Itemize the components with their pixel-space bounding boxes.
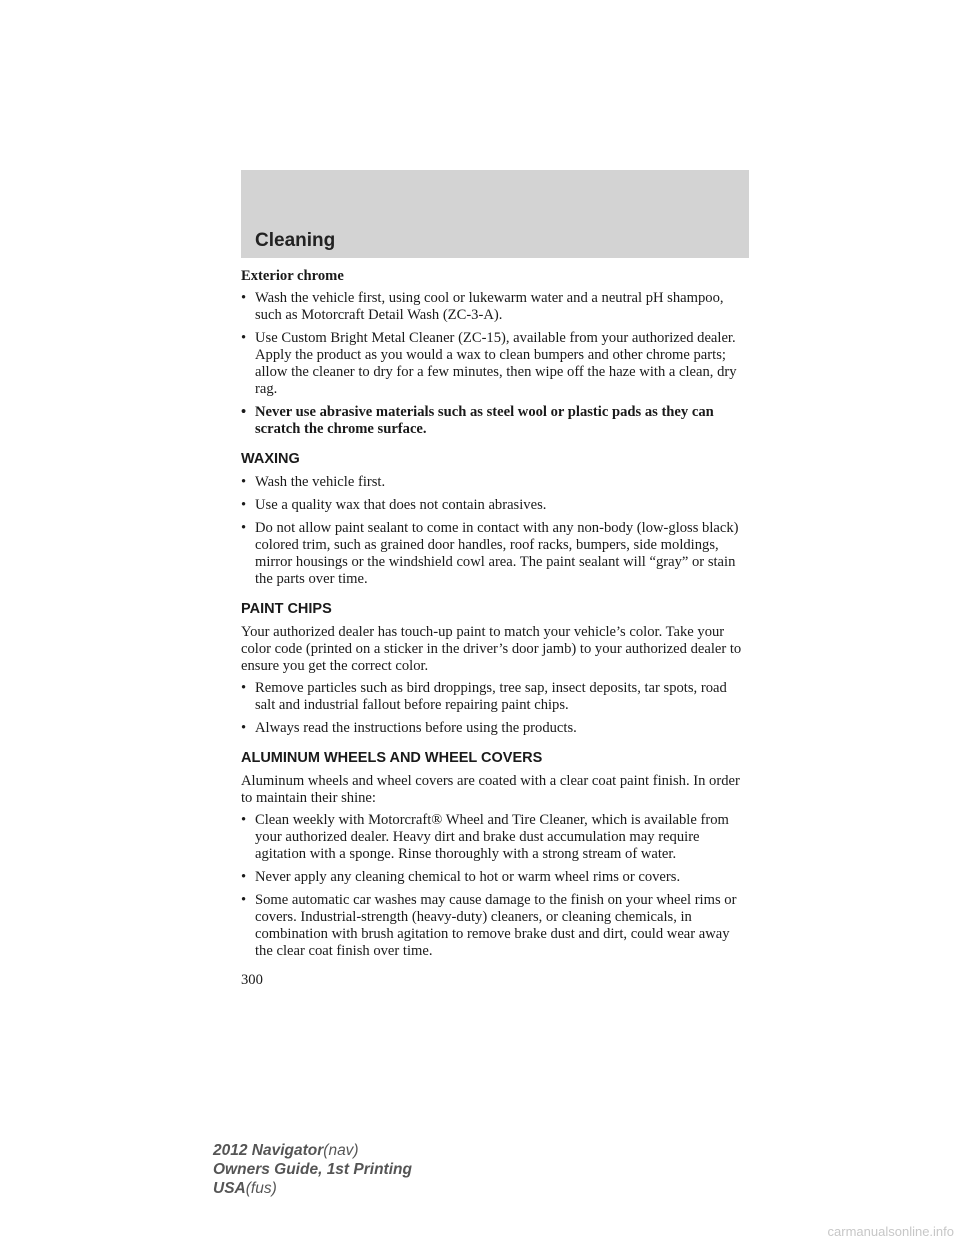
wheels-heading: ALUMINUM WHEELS AND WHEEL COVERS [241,750,543,766]
bullet-icon: • [241,520,247,536]
waxing-list [241,474,749,588]
footer-line-market: USA(fus) [213,1180,277,1197]
bullet-icon: • [241,869,247,885]
bullet-icon: • [241,474,247,490]
wheels-intro: Aluminum wheels and wheel covers are coated with a clear coat paint finish. In order to maintain their shine: [241,773,740,806]
bullet-icon: • [241,404,247,420]
paint-chips-intro: Your authorized dealer has touch-up paint to match your vehicle’s color. Take your color code (printed on a sticker in the driver’s door jamb) to your authorized dealer to ensure you get the correct color. [241,624,742,674]
page-number: 300 [241,972,263,988]
list-item: • Never apply any cleaning chemical to hot or warm wheel rims or covers. [241,869,681,885]
list-item: • Some automatic car washes may cause damage to the finish on your wheel rims or covers. Industrial-strength (heavy-duty) cleaners, or cleaning chemicals, in combination with brush agitation to remove brake dust and dirt, could wear away the clear coat finish over time. [241,892,737,959]
list-item: • Remove particles such as bird droppings, tree sap, insect deposits, tar spots, road salt and industrial fallout before repairing paint chips. [241,680,727,713]
watermark-text: carmanualsonline.info [827,1224,954,1239]
wheels-list [241,812,749,960]
list-item: • Wash the vehicle first, using cool or lukewarm water and a neutral pH shampoo, such as Motorcraft Detail Wash (ZC-3-A). [241,290,724,323]
bullet-icon: • [241,680,247,696]
bullet-icon: • [241,290,247,306]
bullet-icon: • [241,720,247,736]
section-header-band [241,170,749,258]
section-title: Cleaning [255,230,336,251]
list-item: • Wash the vehicle first. [241,474,386,490]
exterior-chrome-list [241,290,749,438]
bullet-icon: • [241,330,247,346]
list-item: • Do not allow paint sealant to come in contact with any non-body (low-gloss black) colored trim, such as grained door handles, roof racks, bumpers, side moldings, mirror housings or the windshield cowl area. The paint sealant will “gray” or stain the parts over time. [241,520,739,587]
paint-chips-heading: PAINT CHIPS [241,601,332,617]
waxing-heading: WAXING [241,451,300,467]
list-item: • Use a quality wax that does not contain abrasives. [241,497,547,513]
bullet-icon: • [241,812,247,828]
footer-line-model: 2012 Navigator(nav) [213,1142,359,1159]
bullet-icon: • [241,892,247,908]
exterior-chrome-heading: Exterior chrome [241,268,344,284]
print-footer [213,1141,412,1198]
list-item-warning: • Never use abrasive materials such as steel wool or plastic pads as they can scratch the chrome surface. [241,404,714,437]
paint-chips-list [241,680,749,737]
footer-line-edition: Owners Guide, 1st Printing [213,1161,412,1178]
list-item: • Use Custom Bright Metal Cleaner (ZC-15), available from your authorized dealer. Apply the product as you would a wax to clean bumpers and other chrome parts; allow the cleaner to dry for a few minutes, then wipe off the haze with a clean, dry rag. [241,330,737,397]
page-content [241,268,749,966]
bullet-icon: • [241,497,247,513]
list-item: • Clean weekly with Motorcraft® Wheel and Tire Cleaner, which is available from your authorized dealer. Heavy dirt and brake dust accumulation may require agitation with a sponge. Rinse thoroughly with a strong stream of water. [241,812,729,862]
list-item: • Always read the instructions before using the products. [241,720,577,736]
